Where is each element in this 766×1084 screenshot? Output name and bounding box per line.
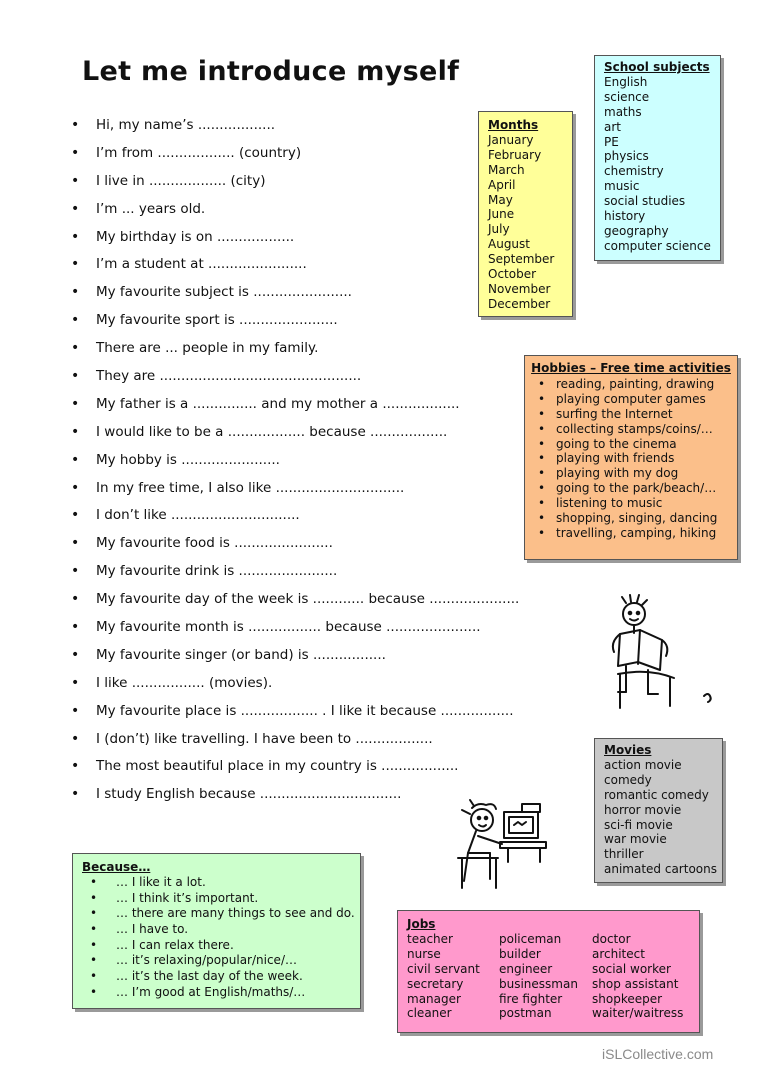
list-item: • listening to music — [530, 496, 737, 511]
list-item: • … there are many things to see and do. — [82, 906, 360, 922]
list-item: September — [488, 252, 555, 267]
sentence-item: • My birthday is on .................. — [70, 226, 519, 254]
list-item: history — [604, 209, 646, 224]
sentence-item: • My favourite singer (or band) is ................. — [70, 644, 519, 672]
because-box — [72, 853, 361, 1009]
sentence-item: • My favourite day of the week is ............ because ..................... — [70, 588, 519, 616]
months-list — [488, 133, 572, 312]
list-item: maths — [604, 104, 642, 119]
list-item: teacher — [407, 931, 453, 946]
sentence-item: • My favourite month is ................. because ...................... — [70, 616, 519, 644]
sentence-item: • The most beautiful place in my country is .................. — [70, 755, 519, 783]
sentence-item: • My favourite sport is ....................... — [70, 309, 519, 337]
sentence-item: • There are ... people in my family. — [70, 337, 519, 365]
list-item: romantic comedy — [604, 787, 709, 802]
list-item: music — [604, 179, 640, 194]
jobs-box — [397, 910, 700, 1033]
list-item: June — [488, 207, 515, 222]
list-item: architect — [592, 946, 645, 961]
movies-heading: Movies — [604, 743, 652, 757]
sentence-item: • I (don’t) like travelling. I have been to .................. — [70, 728, 519, 756]
page-title: Let me introduce myself — [82, 56, 460, 87]
sentence-item: • I don’t like .............................. — [70, 504, 519, 532]
because-list — [82, 875, 360, 1001]
list-item: • shopping, singing, dancing — [530, 511, 737, 526]
sentence-item: • My favourite food is ....................... — [70, 532, 519, 560]
months-box — [478, 111, 573, 317]
hobbies-list — [530, 377, 737, 541]
list-item: March — [488, 162, 525, 177]
because-heading: Because… — [82, 860, 151, 874]
child-at-computer-drawing-icon — [452, 798, 560, 894]
list-item: sci-fi movie — [604, 817, 673, 832]
list-item: • … I’m good at English/maths/… — [82, 985, 360, 1001]
list-item: science — [604, 89, 650, 104]
list-item: chemistry — [604, 164, 664, 179]
sentence-item: • I live in .................. (city) — [70, 170, 519, 198]
sentence-item: • I’m from .................. (country) — [70, 142, 519, 170]
list-item: engineer — [499, 961, 553, 976]
list-item: • playing computer games — [530, 392, 737, 407]
list-item: cleaner — [407, 1006, 452, 1021]
jobs-grid — [407, 932, 699, 1021]
list-item: August — [488, 237, 530, 252]
list-item: businessman — [499, 976, 578, 991]
list-item: policeman — [499, 931, 562, 946]
list-item: • going to the park/beach/… — [530, 481, 737, 496]
sentence-item: • My favourite place is .................. . I like it because ................. — [70, 700, 519, 728]
list-item: • … it’s relaxing/popular/nice/… — [82, 953, 360, 969]
list-item: animated cartoons — [604, 862, 717, 877]
list-item: social studies — [604, 194, 686, 209]
list-item: October — [488, 267, 537, 282]
list-item: PE — [604, 134, 619, 149]
sentence-item: • I study English because ................................. — [70, 783, 519, 811]
sentence-item: • I’m a student at ....................... — [70, 253, 519, 281]
hobbies-heading: Hobbies – Free time activities — [531, 361, 731, 375]
school-subjects-box — [594, 55, 721, 261]
list-item: December — [488, 296, 551, 311]
child-reading-drawing-icon — [604, 594, 716, 709]
list-item: shop assistant — [592, 976, 679, 991]
list-item: fire fighter — [499, 991, 563, 1006]
list-item: • … I like it a lot. — [82, 875, 360, 891]
sentence-item: • I like ................. (movies). — [70, 672, 519, 700]
sentence-item: • My hobby is ....................... — [70, 449, 519, 477]
list-item: • … I can relax there. — [82, 938, 360, 954]
sentence-list — [70, 114, 519, 811]
list-item: action movie — [604, 757, 682, 772]
list-item: physics — [604, 149, 649, 164]
sentence-item: • Hi, my name’s .................. — [70, 114, 519, 142]
list-item: • going to the cinema — [530, 437, 737, 452]
list-item: war movie — [604, 832, 667, 847]
list-item: thriller — [604, 847, 644, 862]
list-item: • reading, painting, drawing — [530, 377, 737, 392]
jobs-heading: Jobs — [407, 917, 436, 931]
list-item: shopkeeper — [592, 991, 663, 1006]
school-subjects-list — [604, 75, 720, 254]
sentence-item: • My father is a ............... and my mother a .................. — [70, 393, 519, 421]
sentence-item: • I’m ... years old. — [70, 198, 519, 226]
list-item: November — [488, 281, 551, 296]
list-item: builder — [499, 946, 541, 961]
list-item: • surfing the Internet — [530, 407, 737, 422]
sentence-item: • My favourite subject is ....................... — [70, 281, 519, 309]
list-item: January — [488, 132, 534, 147]
movies-list — [604, 758, 722, 877]
list-item: May — [488, 192, 513, 207]
list-item: February — [488, 147, 542, 162]
list-item: July — [488, 222, 510, 237]
sentence-item: • They are ............................................... — [70, 365, 519, 393]
school-subjects-heading: School subjects — [604, 60, 710, 74]
list-item: English — [604, 74, 648, 89]
list-item: • playing with friends — [530, 451, 737, 466]
list-item: • … it’s the last day of the week. — [82, 969, 360, 985]
list-item: social worker — [592, 961, 671, 976]
list-item: manager — [407, 991, 461, 1006]
list-item: computer science — [604, 238, 711, 253]
list-item: geography — [604, 223, 669, 238]
list-item: waiter/waitress — [592, 1006, 684, 1021]
list-item: comedy — [604, 772, 652, 787]
list-item: April — [488, 177, 516, 192]
list-item: • travelling, camping, hiking — [530, 526, 737, 541]
months-heading: Months — [488, 118, 539, 132]
list-item: nurse — [407, 946, 441, 961]
list-item: secretary — [407, 976, 464, 991]
list-item: doctor — [592, 931, 631, 946]
sentence-item: • My favourite drink is ....................... — [70, 560, 519, 588]
list-item: • playing with my dog — [530, 466, 737, 481]
list-item: art — [604, 119, 621, 134]
hobbies-box — [524, 355, 738, 560]
list-item: civil servant — [407, 961, 480, 976]
sentence-item: • I would like to be a .................. because .................. — [70, 421, 519, 449]
list-item: postman — [499, 1006, 552, 1021]
sentence-item: • In my free time, I also like .............................. — [70, 477, 519, 505]
movies-box — [594, 738, 723, 883]
list-item: • … I think it’s important. — [82, 891, 360, 907]
list-item: • … I have to. — [82, 922, 360, 938]
list-item: horror movie — [604, 802, 682, 817]
watermark: iSLCollective.com — [602, 1046, 714, 1062]
list-item: • collecting stamps/coins/… — [530, 422, 737, 437]
